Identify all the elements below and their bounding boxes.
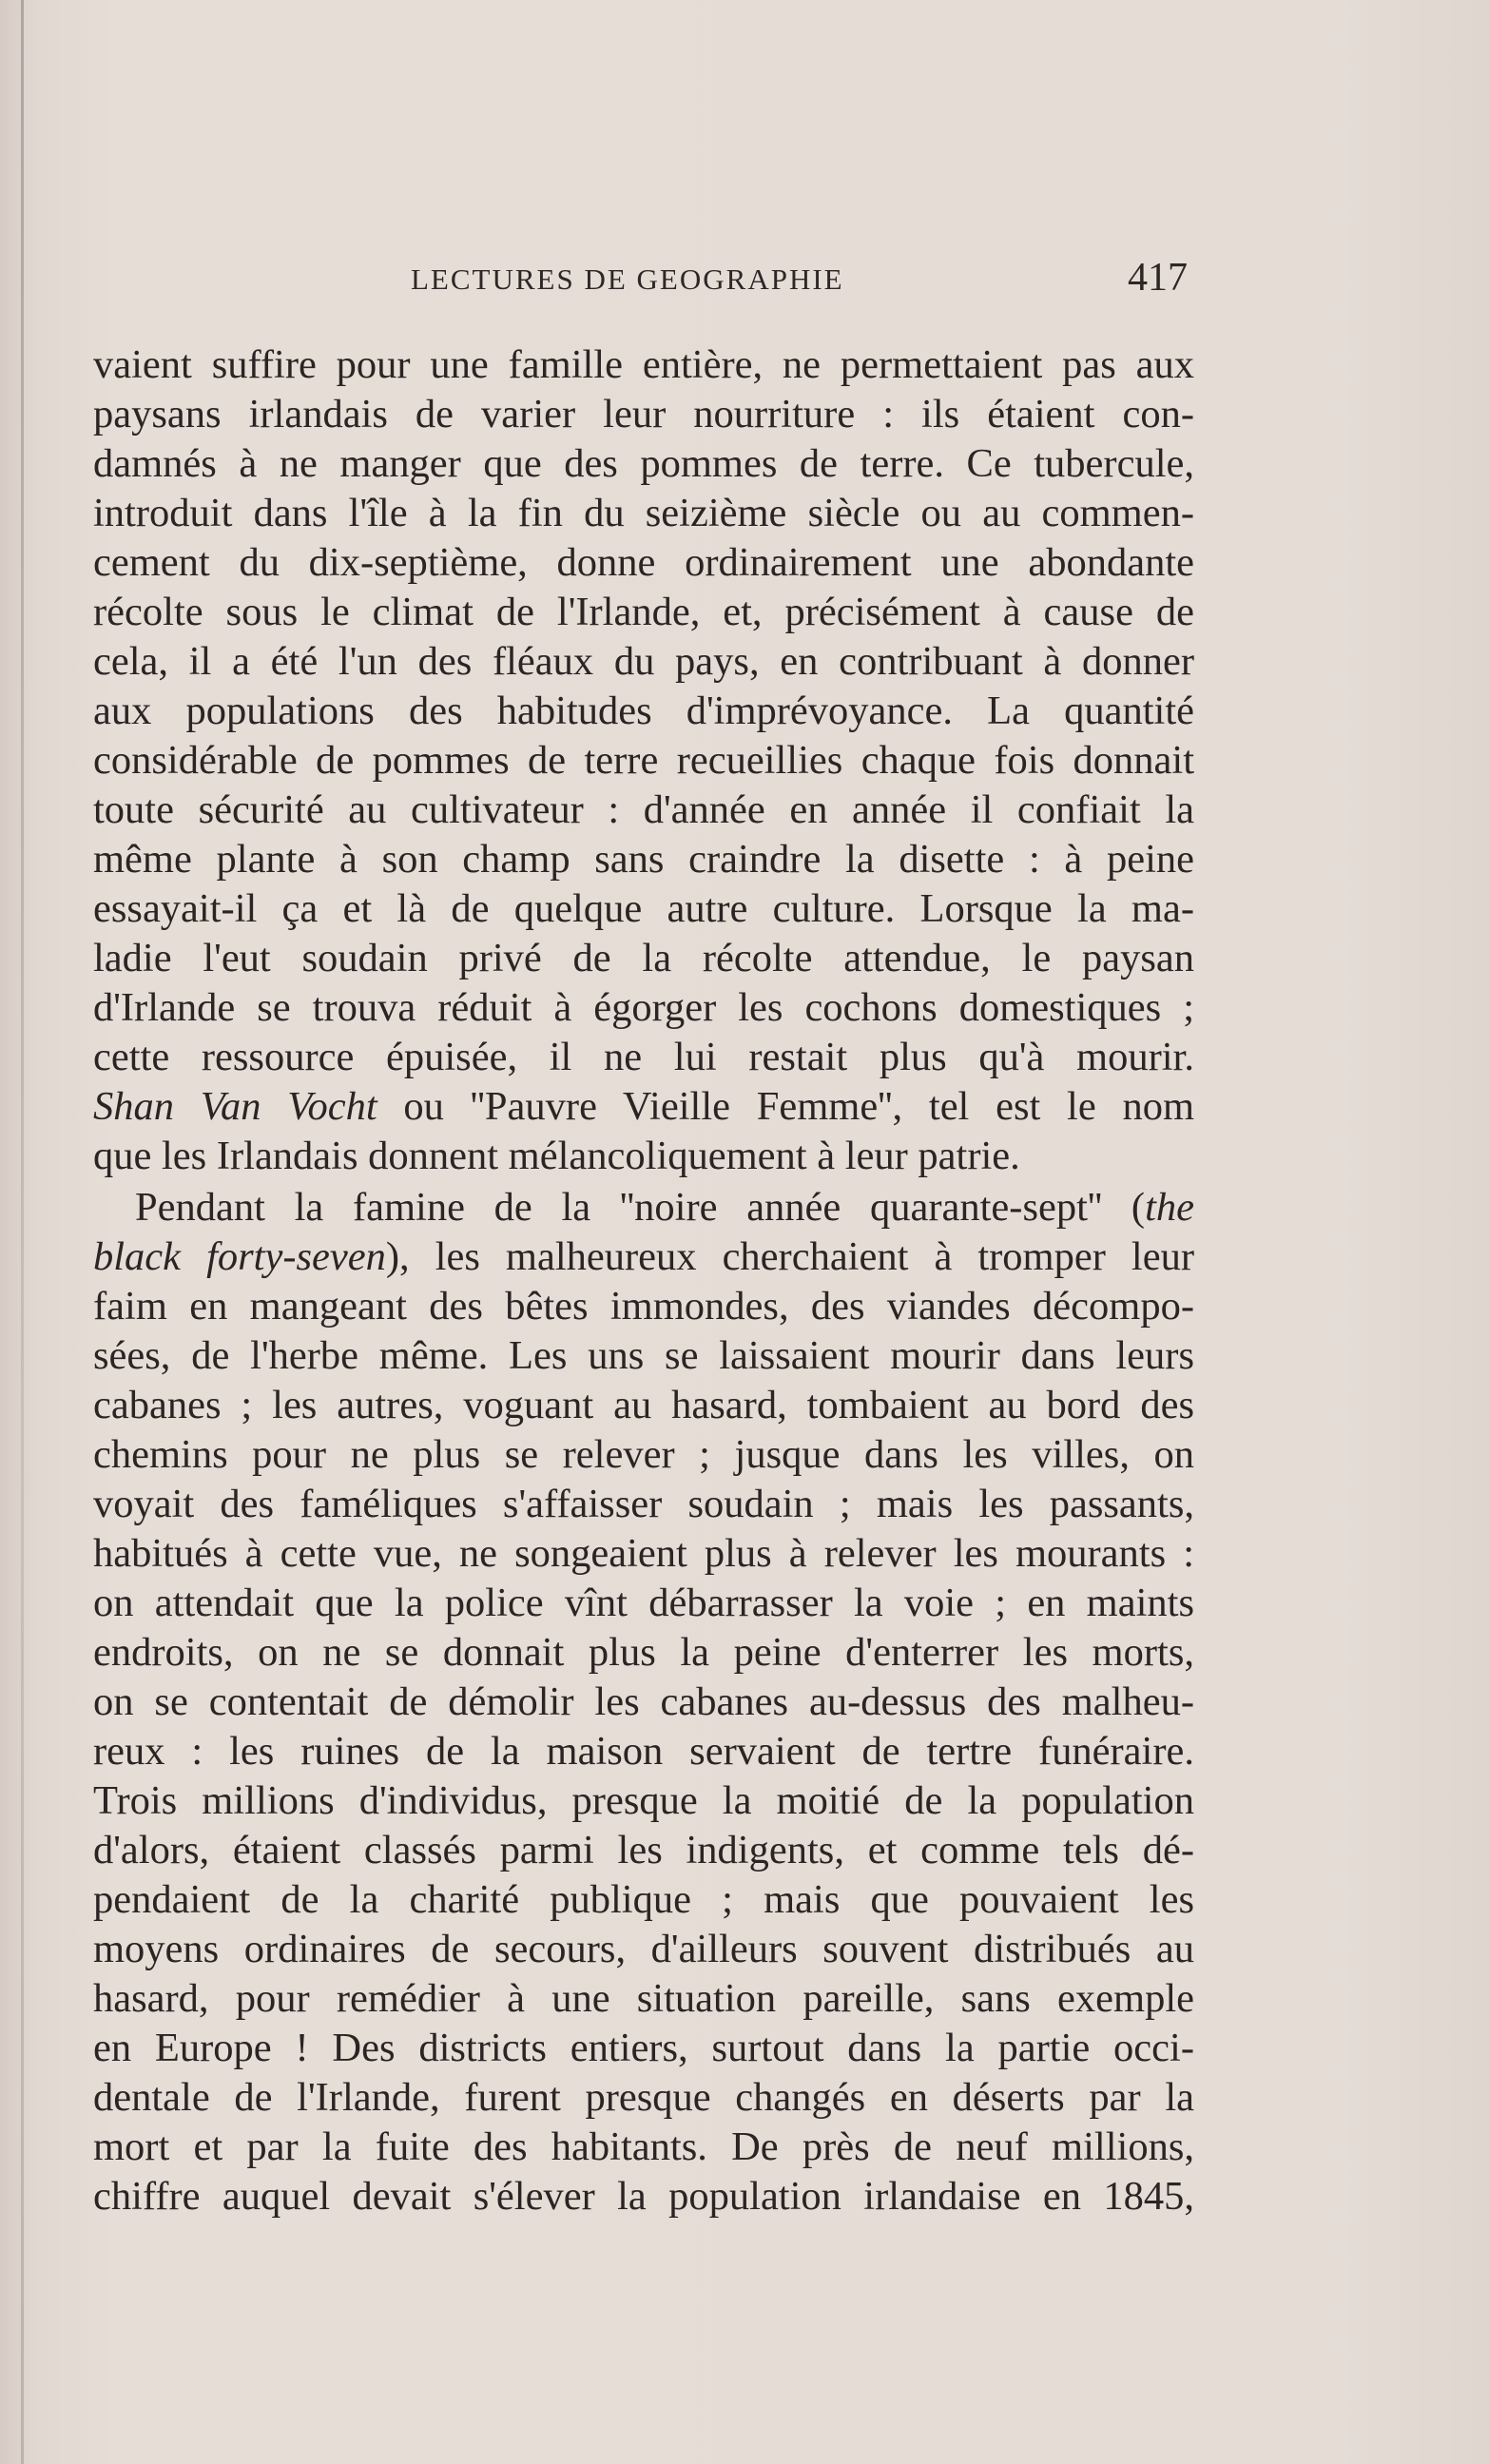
text-line: reux : les ruines de la maison servaient de tertre funéraire. [93, 1729, 1194, 1774]
text-line: mort et par la fuite des habitants. De près de neuf millions, [93, 2124, 1194, 2169]
text-line: essayait-il ça et là de quelque autre culture. Lorsque la ma- [93, 886, 1194, 931]
text-line: cette ressource épuisée, il ne lui restait plus qu'à mourir. [93, 1035, 1194, 1079]
text-line: même plante à son champ sans craindre la disette : à peine [93, 837, 1194, 882]
text-line: aux populations des habitudes d'imprévoyance. La quantité [93, 689, 1194, 733]
text-line: en Europe ! Des districts entiers, surtout dans la partie occi- [93, 2026, 1194, 2070]
text-line: introduit dans l'île à la fin du seizième siècle ou au commen- [93, 491, 1194, 535]
text-line: chemins pour ne plus se relever ; jusque dans les villes, on [93, 1432, 1194, 1477]
text-line: que les Irlandais donnent mélancoliquement à leur patrie. [93, 1134, 1020, 1178]
text-line: toute sécurité au cultivateur : d'année en année il confiait la [93, 787, 1194, 832]
text-line: considérable de pommes de terre recueillies chaque fois donnait [93, 738, 1194, 783]
paragraph-first-line [135, 1183, 1194, 1232]
text-line: paysans irlandais de varier leur nourriture : ils étaient con- [93, 392, 1194, 437]
text-line: vaient suffire pour une famille entière, ne permettaient pas aux [93, 342, 1194, 387]
text-line: faim en mangeant des bêtes immondes, des viandes décompo- [93, 1284, 1194, 1329]
text-line: ladie l'eut soudain privé de la récolte attendue, le paysan [93, 936, 1194, 980]
italic-phrase: black forty-seven [93, 1234, 386, 1279]
text-line: récolte sous le climat de l'Irlande, et, précisément à cause de [93, 590, 1194, 634]
text-line [93, 1232, 1194, 1282]
text-line: chiffre auquel devait s'élever la population irlandaise en 1845, [93, 2174, 1194, 2219]
italic-phrase: the [1145, 1185, 1194, 1230]
text-line: cabanes ; les autres, voguant au hasard, tombaient au bord des [93, 1383, 1194, 1427]
text-run: ou ''Pauvre Vieille Femme'', tel est le nom [377, 1084, 1195, 1129]
text-line: moyens ordinaires de secours, d'ailleurs souvent distribués au [93, 1927, 1194, 1971]
binding-gutter [21, 0, 24, 2464]
text-line: cement du dix-septième, donne ordinairement une abondante [93, 540, 1194, 585]
text-line: Trois millions d'individus, presque la moitié de la population [93, 1778, 1194, 1823]
text-line: cela, il a été l'un des fléaux du pays, en contribuant à donner [93, 639, 1194, 684]
text-line: sées, de l'herbe même. Les uns se laissaient mourir dans leurs [93, 1333, 1194, 1378]
text-line [93, 1082, 1194, 1132]
text-line: d'Irlande se trouva réduit à égorger les cochons domestiques ; [93, 985, 1194, 1030]
text-line: voyait des faméliques s'affaisser soudain ; mais les passants, [93, 1482, 1194, 1526]
page-number: 417 [1128, 256, 1188, 300]
text-line: dentale de l'Irlande, furent presque changés en déserts par la [93, 2075, 1194, 2120]
text-line: hasard, pour remédier à une situation pareille, sans exemple [93, 1976, 1194, 2021]
text-run: Pendant la famine de la ''noire année quarante-sept'' ( [135, 1185, 1146, 1230]
text-line: habitués à cette vue, ne songeaient plus à relever les mourants : [93, 1531, 1194, 1576]
text-line: damnés à ne manger que des pommes de terre. Ce tubercule, [93, 441, 1194, 486]
running-head: LECTURES DE GEOGRAPHIE [411, 262, 844, 296]
text-line: d'alors, étaient classés parmi les indigents, et comme tels dé- [93, 1828, 1194, 1872]
text-line: on se contentait de démolir les cabanes au-dessus des malheu- [93, 1679, 1194, 1724]
text-line: pendaient de la charité publique ; mais que pouvaient les [93, 1877, 1194, 1922]
italic-phrase: Shan Van Vocht [93, 1084, 377, 1129]
text-line: on attendait que la police vînt débarrasser la voie ; en maints [93, 1581, 1194, 1625]
text-line: endroits, on ne se donnait plus la peine d'enterrer les morts, [93, 1630, 1194, 1675]
text-run: ), les malheureux cherchaient à tromper leur [385, 1234, 1194, 1279]
